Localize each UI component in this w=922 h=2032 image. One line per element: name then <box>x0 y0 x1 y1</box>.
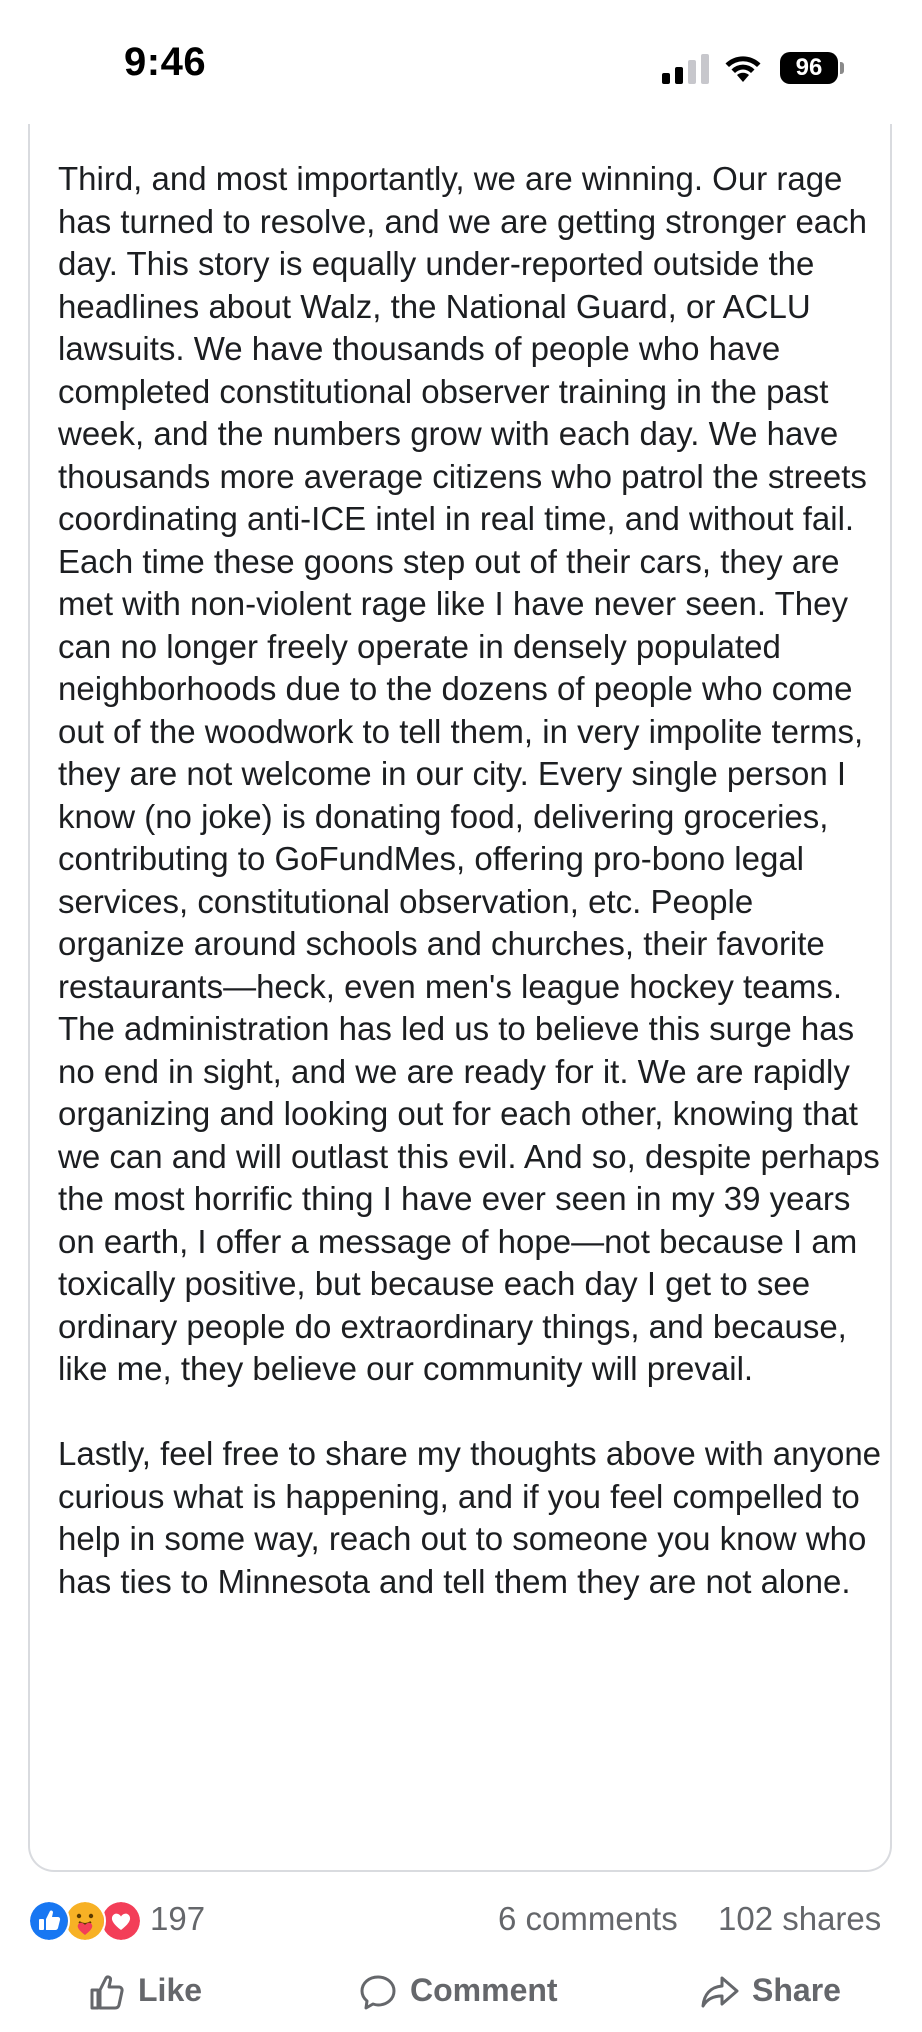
thumbs-up-icon <box>86 1972 126 2012</box>
comment-bubble-icon <box>358 1972 398 2012</box>
post-card <box>28 124 892 1872</box>
battery-level: 96 <box>780 52 838 84</box>
share-button[interactable] <box>700 1972 841 2012</box>
comment-button-label: Comment <box>410 1972 558 2008</box>
reactions-summary[interactable] <box>28 1898 892 1942</box>
share-arrow-icon <box>700 1972 740 2012</box>
cellular-signal-icon <box>662 54 710 84</box>
share-count[interactable]: 102 shares <box>718 1900 882 1937</box>
post-action-bar <box>0 1972 922 2032</box>
status-bar <box>0 0 922 136</box>
like-button[interactable] <box>86 1972 202 2012</box>
reaction-icons[interactable] <box>28 1900 148 1940</box>
like-button-label: Like <box>138 1972 203 2008</box>
post-paragraph-2: Lastly, feel free to share my thoughts above with anyone curious what is happening, and if you feel compelled to help in some way, reach out to someone you know who has ties to Minnesota and tell them they are not alone. <box>58 1435 882 1600</box>
care-reaction-icon <box>64 1900 106 1942</box>
like-reaction-icon <box>28 1900 70 1942</box>
reaction-count[interactable]: 197 <box>150 1900 206 1937</box>
love-reaction-icon <box>100 1900 142 1942</box>
battery-indicator <box>780 52 844 84</box>
share-button-label: Share <box>752 1972 841 2008</box>
post-body <box>58 158 888 1603</box>
post-paragraph-1: Third, and most importantly, we are winning. Our rage has turned to resolve, and we are getting stronger each day. This story is equally under-reported outside the headlines about Walz, the National Guard, or ACLU lawsuits. We have thousands of people who have completed constitutional observer training in the past week, and the numbers grow with each day. We have thousands more average citizens who patrol the streets coordinating anti-ICE intel in real time, and without fail. Each time these goons step out of their cars, they are met with non-violent rage like I have never seen. They can no longer freely operate in densely populated neighborhoods due to the dozens of people who come out of the woodwork to tell them, in very impolite terms, they are not welcome in our city. Every single person I know (no joke) is donating food, delivering groceries, contributing to GoFundMes, offering pro-bono legal services, constitutional observation, etc. People organize around schools and churches, their favorite restaurants—heck, even men's league hockey teams. The administration has led us to believe this surge has no end in sight, and we are ready for it. We are rapidly organizing and looking out for each other, knowing that we can and will outlast this evil. And so, despite perhaps the most horrific thing I have ever seen in my 39 years on earth, I offer a message of hope—not because I am toxically positive, but because each day I get to see ordinary people do extraordinary things, and because, like me, they believe our community will prevail. <box>58 160 880 1387</box>
comment-count[interactable]: 6 comments <box>498 1900 678 1937</box>
wifi-icon <box>724 50 762 84</box>
status-time: 9:46 <box>124 40 207 84</box>
comment-button[interactable] <box>358 1972 558 2012</box>
battery-tip <box>840 62 844 74</box>
